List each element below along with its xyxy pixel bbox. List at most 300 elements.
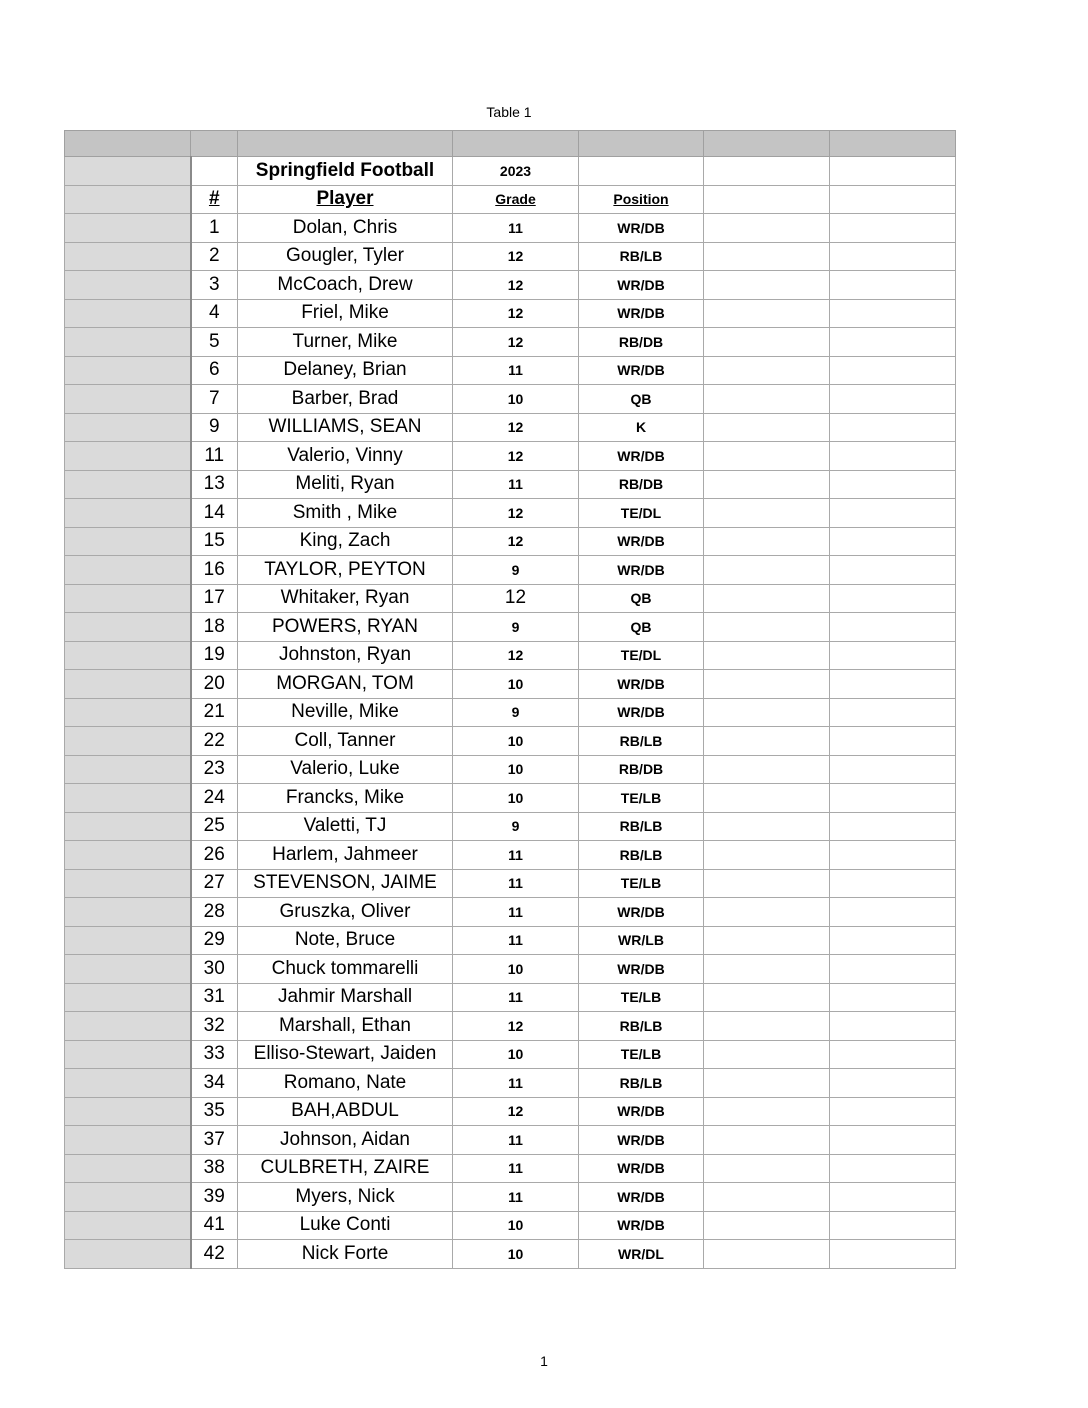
empty-cell	[704, 955, 830, 984]
empty-cell	[830, 1097, 956, 1126]
empty-cell	[830, 1040, 956, 1069]
jersey-number: 1	[191, 214, 238, 243]
player-name: Jahmir Marshall	[238, 983, 453, 1012]
player-name: POWERS, RYAN	[238, 613, 453, 642]
empty-cell	[830, 242, 956, 271]
grade-column-header: Grade	[453, 185, 579, 214]
empty-cell	[704, 698, 830, 727]
roster-body	[65, 131, 956, 1269]
player-grade: 9	[453, 698, 579, 727]
empty-cell	[830, 727, 956, 756]
player-name: Luke Conti	[238, 1211, 453, 1240]
table-row	[65, 442, 956, 471]
player-grade: 10	[453, 385, 579, 414]
jersey-number: 2	[191, 242, 238, 271]
jersey-number: 22	[191, 727, 238, 756]
jersey-number: 3	[191, 271, 238, 300]
player-position: K	[579, 413, 704, 442]
player-grade: 11	[453, 983, 579, 1012]
player-grade: 11	[453, 1183, 579, 1212]
header-band-cell	[65, 131, 191, 157]
row-header-cell	[65, 214, 191, 243]
empty-cell	[704, 299, 830, 328]
empty-cell	[704, 1040, 830, 1069]
empty-cell	[704, 841, 830, 870]
row-header-cell	[65, 185, 191, 214]
player-position: RB/LB	[579, 727, 704, 756]
empty-cell	[830, 442, 956, 471]
player-position: TE/DL	[579, 499, 704, 528]
table-row	[65, 328, 956, 357]
empty-cell	[830, 157, 956, 186]
empty-cell	[704, 898, 830, 927]
jersey-number: 33	[191, 1040, 238, 1069]
player-position: WR/DB	[579, 1211, 704, 1240]
position-column-header: Position	[579, 185, 704, 214]
roster-table	[64, 130, 956, 1269]
number-column-header: #	[191, 185, 238, 214]
empty-cell	[830, 185, 956, 214]
empty-cell	[830, 385, 956, 414]
jersey-number: 32	[191, 1012, 238, 1041]
player-position: WR/DB	[579, 670, 704, 699]
row-header-cell	[65, 1126, 191, 1155]
player-grade: 12	[453, 1012, 579, 1041]
player-grade: 10	[453, 1040, 579, 1069]
jersey-number: 29	[191, 926, 238, 955]
table-row	[65, 242, 956, 271]
player-position: WR/DB	[579, 356, 704, 385]
row-header-cell	[65, 983, 191, 1012]
empty-cell	[830, 584, 956, 613]
column-header-row	[65, 185, 956, 214]
player-position: WR/DB	[579, 214, 704, 243]
player-position: WR/DB	[579, 299, 704, 328]
table-row	[65, 1183, 956, 1212]
empty-cell	[704, 328, 830, 357]
header-band-cell	[579, 131, 704, 157]
player-grade: 11	[453, 470, 579, 499]
jersey-number: 17	[191, 584, 238, 613]
row-header-cell	[65, 499, 191, 528]
title-row	[65, 157, 956, 186]
table-row	[65, 898, 956, 927]
player-name: Smith , Mike	[238, 499, 453, 528]
table-caption: Table 1	[486, 104, 532, 120]
empty-cell	[830, 214, 956, 243]
row-header-cell	[65, 1183, 191, 1212]
empty-cell	[830, 413, 956, 442]
jersey-number: 11	[191, 442, 238, 471]
player-position: WR/DB	[579, 698, 704, 727]
player-position: TE/LB	[579, 784, 704, 813]
jersey-number: 26	[191, 841, 238, 870]
jersey-number: 38	[191, 1154, 238, 1183]
jersey-number: 24	[191, 784, 238, 813]
empty-cell	[830, 527, 956, 556]
player-name: Nick Forte	[238, 1240, 453, 1269]
empty-cell	[704, 499, 830, 528]
jersey-number: 39	[191, 1183, 238, 1212]
player-name: Coll, Tanner	[238, 727, 453, 756]
empty-cell	[704, 214, 830, 243]
row-header-cell	[65, 470, 191, 499]
player-position: RB/LB	[579, 242, 704, 271]
row-header-cell	[65, 641, 191, 670]
table-row	[65, 727, 956, 756]
table-row	[65, 1012, 956, 1041]
empty-cell	[830, 299, 956, 328]
table-row	[65, 841, 956, 870]
table-row	[65, 1097, 956, 1126]
row-header-cell	[65, 1097, 191, 1126]
row-header-cell	[65, 955, 191, 984]
player-name: Meliti, Ryan	[238, 470, 453, 499]
player-grade: 12	[453, 1097, 579, 1126]
player-grade: 12	[453, 271, 579, 300]
player-grade: 11	[453, 926, 579, 955]
empty-cell	[830, 955, 956, 984]
table-row	[65, 413, 956, 442]
table-row	[65, 955, 956, 984]
empty-cell	[830, 613, 956, 642]
row-header-cell	[65, 898, 191, 927]
team-title: Springfield Football	[238, 157, 453, 186]
row-header-cell	[65, 1069, 191, 1098]
empty-cell	[704, 1154, 830, 1183]
empty-cell	[830, 470, 956, 499]
row-header-cell	[65, 1012, 191, 1041]
empty-cell	[704, 413, 830, 442]
row-header-cell	[65, 784, 191, 813]
empty-cell	[704, 470, 830, 499]
jersey-number: 27	[191, 869, 238, 898]
player-name: Gougler, Tyler	[238, 242, 453, 271]
row-header-cell	[65, 413, 191, 442]
player-name: Turner, Mike	[238, 328, 453, 357]
row-header-cell	[65, 242, 191, 271]
empty-cell	[830, 698, 956, 727]
header-band-cell	[191, 131, 238, 157]
player-grade: 10	[453, 670, 579, 699]
empty-cell	[830, 271, 956, 300]
row-header-cell	[65, 385, 191, 414]
player-position: QB	[579, 584, 704, 613]
empty-cell	[704, 242, 830, 271]
table-row	[65, 869, 956, 898]
row-header-cell	[65, 1240, 191, 1269]
row-header-cell	[65, 698, 191, 727]
header-band-cell	[453, 131, 579, 157]
player-position: RB/DB	[579, 328, 704, 357]
empty-cell	[830, 841, 956, 870]
player-grade: 12	[453, 442, 579, 471]
jersey-number: 41	[191, 1211, 238, 1240]
player-grade: 10	[453, 1240, 579, 1269]
player-grade: 11	[453, 1069, 579, 1098]
player-position: RB/DB	[579, 755, 704, 784]
jersey-number: 16	[191, 556, 238, 585]
row-header-cell	[65, 755, 191, 784]
player-name: King, Zach	[238, 527, 453, 556]
jersey-number: 23	[191, 755, 238, 784]
table-row	[65, 299, 956, 328]
player-position: QB	[579, 613, 704, 642]
row-header-cell	[65, 157, 191, 186]
player-grade: 10	[453, 1211, 579, 1240]
row-header-cell	[65, 869, 191, 898]
empty-cell	[704, 1183, 830, 1212]
empty-cell	[704, 983, 830, 1012]
player-position: WR/LB	[579, 926, 704, 955]
table-row	[65, 1240, 956, 1269]
player-name: Barber, Brad	[238, 385, 453, 414]
player-grade: 11	[453, 356, 579, 385]
empty-cell	[704, 926, 830, 955]
empty-cell	[579, 157, 704, 186]
jersey-number: 25	[191, 812, 238, 841]
player-position: TE/LB	[579, 869, 704, 898]
player-grade: 9	[453, 556, 579, 585]
jersey-number: 6	[191, 356, 238, 385]
player-grade: 10	[453, 784, 579, 813]
empty-cell	[830, 1211, 956, 1240]
empty-cell	[704, 385, 830, 414]
table-row	[65, 214, 956, 243]
player-name: STEVENSON, JAIME	[238, 869, 453, 898]
table-row	[65, 356, 956, 385]
player-name: Neville, Mike	[238, 698, 453, 727]
row-header-cell	[65, 812, 191, 841]
empty-cell	[704, 527, 830, 556]
empty-cell	[704, 1069, 830, 1098]
player-position: RB/LB	[579, 812, 704, 841]
player-name: Chuck tommarelli	[238, 955, 453, 984]
player-name: Friel, Mike	[238, 299, 453, 328]
player-position: WR/DB	[579, 1183, 704, 1212]
empty-cell	[830, 926, 956, 955]
jersey-number: 31	[191, 983, 238, 1012]
player-position: QB	[579, 385, 704, 414]
jersey-number: 19	[191, 641, 238, 670]
empty-cell	[704, 812, 830, 841]
jersey-number: 34	[191, 1069, 238, 1098]
empty-cell	[704, 584, 830, 613]
row-header-cell	[65, 271, 191, 300]
player-position: WR/DB	[579, 1097, 704, 1126]
player-name: Delaney, Brian	[238, 356, 453, 385]
player-column-header: Player	[238, 185, 453, 214]
row-header-cell	[65, 328, 191, 357]
row-header-cell	[65, 442, 191, 471]
row-header-cell	[65, 584, 191, 613]
empty-cell	[830, 1240, 956, 1269]
empty-cell	[704, 727, 830, 756]
empty-cell	[830, 1126, 956, 1155]
player-grade: 12	[453, 242, 579, 271]
player-position: WR/DB	[579, 1126, 704, 1155]
row-header-cell	[65, 727, 191, 756]
empty-cell	[704, 1097, 830, 1126]
row-header-cell	[65, 926, 191, 955]
empty-cell	[830, 1012, 956, 1041]
table-row	[65, 1069, 956, 1098]
jersey-number: 4	[191, 299, 238, 328]
player-grade: 9	[453, 613, 579, 642]
empty-cell	[830, 1154, 956, 1183]
table-row	[65, 613, 956, 642]
table-row	[65, 1126, 956, 1155]
player-grade: 12	[453, 584, 579, 613]
page-number: 1	[540, 1353, 548, 1369]
table-row	[65, 784, 956, 813]
player-name: CULBRETH, ZAIRE	[238, 1154, 453, 1183]
header-band-row	[65, 131, 956, 157]
player-grade: 12	[453, 641, 579, 670]
player-position: RB/DB	[579, 470, 704, 499]
table-row	[65, 499, 956, 528]
player-name: Marshall, Ethan	[238, 1012, 453, 1041]
empty-cell	[830, 356, 956, 385]
jersey-number: 5	[191, 328, 238, 357]
jersey-number: 42	[191, 1240, 238, 1269]
player-position: WR/DB	[579, 955, 704, 984]
empty-cell	[830, 898, 956, 927]
player-name: Francks, Mike	[238, 784, 453, 813]
row-header-cell	[65, 556, 191, 585]
empty-cell	[830, 670, 956, 699]
player-grade: 9	[453, 812, 579, 841]
player-position: RB/LB	[579, 1069, 704, 1098]
player-name: Whitaker, Ryan	[238, 584, 453, 613]
player-grade: 12	[453, 413, 579, 442]
player-position: RB/LB	[579, 1012, 704, 1041]
player-name: WILLIAMS, SEAN	[238, 413, 453, 442]
table-row	[65, 1154, 956, 1183]
player-position: WR/DB	[579, 1154, 704, 1183]
player-grade: 12	[453, 527, 579, 556]
player-grade: 11	[453, 869, 579, 898]
empty-cell	[704, 185, 830, 214]
row-header-cell	[65, 527, 191, 556]
player-position: WR/DB	[579, 442, 704, 471]
row-header-cell	[65, 1040, 191, 1069]
table-row	[65, 385, 956, 414]
jersey-number: 21	[191, 698, 238, 727]
empty-cell	[830, 641, 956, 670]
player-grade: 11	[453, 214, 579, 243]
header-band-cell	[704, 131, 830, 157]
table-row	[65, 527, 956, 556]
row-header-cell	[65, 1211, 191, 1240]
table-row	[65, 670, 956, 699]
table-row	[65, 641, 956, 670]
empty-cell	[704, 1240, 830, 1269]
player-grade: 11	[453, 1154, 579, 1183]
empty-cell	[191, 157, 238, 186]
table-row	[65, 271, 956, 300]
table-row	[65, 698, 956, 727]
jersey-number: 28	[191, 898, 238, 927]
player-position: WR/DB	[579, 271, 704, 300]
empty-cell	[704, 157, 830, 186]
player-name: McCoach, Drew	[238, 271, 453, 300]
jersey-number: 18	[191, 613, 238, 642]
jersey-number: 30	[191, 955, 238, 984]
row-header-cell	[65, 299, 191, 328]
row-header-cell	[65, 841, 191, 870]
season-year: 2023	[453, 157, 579, 186]
jersey-number: 13	[191, 470, 238, 499]
player-grade: 12	[453, 299, 579, 328]
player-position: WR/DB	[579, 556, 704, 585]
player-grade: 10	[453, 727, 579, 756]
empty-cell	[704, 784, 830, 813]
empty-cell	[704, 755, 830, 784]
player-grade: 12	[453, 328, 579, 357]
player-name: TAYLOR, PEYTON	[238, 556, 453, 585]
player-position: WR/DL	[579, 1240, 704, 1269]
jersey-number: 9	[191, 413, 238, 442]
player-name: Gruszka, Oliver	[238, 898, 453, 927]
table-row	[65, 1040, 956, 1069]
player-name: Myers, Nick	[238, 1183, 453, 1212]
player-position: TE/DL	[579, 641, 704, 670]
empty-cell	[830, 755, 956, 784]
player-grade: 11	[453, 841, 579, 870]
player-name: Harlem, Jahmeer	[238, 841, 453, 870]
empty-cell	[704, 670, 830, 699]
player-position: TE/LB	[579, 1040, 704, 1069]
empty-cell	[704, 613, 830, 642]
empty-cell	[830, 556, 956, 585]
table-row	[65, 1211, 956, 1240]
row-header-cell	[65, 1154, 191, 1183]
empty-cell	[704, 442, 830, 471]
player-name: BAH,ABDUL	[238, 1097, 453, 1126]
empty-cell	[830, 869, 956, 898]
row-header-cell	[65, 356, 191, 385]
header-band-cell	[830, 131, 956, 157]
table-row	[65, 584, 956, 613]
player-grade: 11	[453, 1126, 579, 1155]
player-grade: 10	[453, 755, 579, 784]
empty-cell	[830, 812, 956, 841]
jersey-number: 15	[191, 527, 238, 556]
jersey-number: 35	[191, 1097, 238, 1126]
player-grade: 12	[453, 499, 579, 528]
empty-cell	[704, 1211, 830, 1240]
empty-cell	[830, 983, 956, 1012]
player-grade: 10	[453, 955, 579, 984]
table-row	[65, 926, 956, 955]
empty-cell	[704, 1126, 830, 1155]
player-position: WR/DB	[579, 527, 704, 556]
empty-cell	[830, 1183, 956, 1212]
player-name: Valerio, Vinny	[238, 442, 453, 471]
empty-cell	[830, 1069, 956, 1098]
player-name: Romano, Nate	[238, 1069, 453, 1098]
empty-cell	[830, 499, 956, 528]
jersey-number: 7	[191, 385, 238, 414]
table-row	[65, 755, 956, 784]
row-header-cell	[65, 613, 191, 642]
player-grade: 11	[453, 898, 579, 927]
player-position: RB/LB	[579, 841, 704, 870]
table-row	[65, 812, 956, 841]
empty-cell	[704, 556, 830, 585]
player-position: WR/DB	[579, 898, 704, 927]
